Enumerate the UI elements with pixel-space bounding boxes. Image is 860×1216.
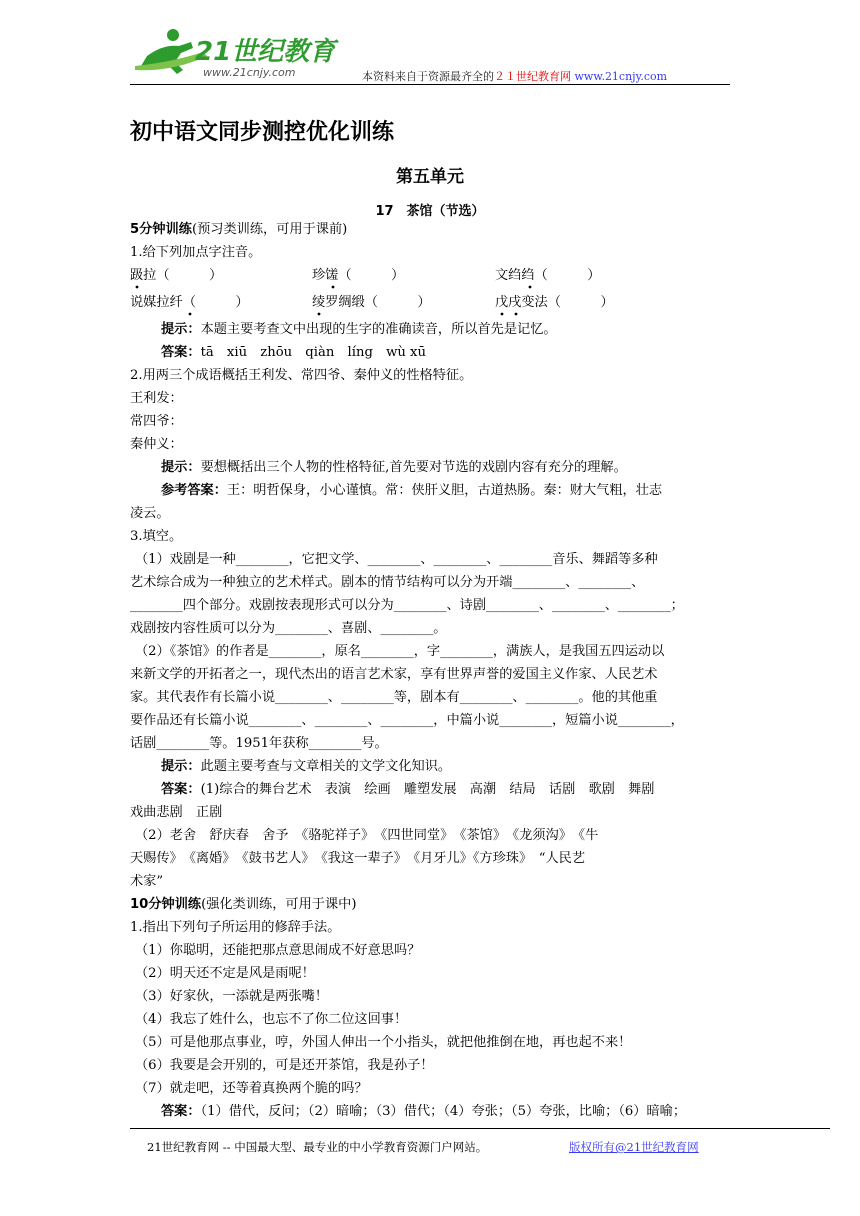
answer-slot: 常四爷： (130, 414, 183, 429)
answer-continued: 术家” (130, 874, 164, 889)
svg-text:21世纪教育: 21世纪教育 (195, 37, 336, 67)
sentence-item: （7）就走吧，还等着真换两个脆的吗？ (135, 1081, 368, 1096)
sentence-item: （3）好家伙，一添就是两张嘴！ (135, 989, 329, 1004)
lesson-title: 17 茶馆（节选） (375, 204, 485, 219)
question: 1.给下列加点字注音。 (130, 245, 262, 260)
site-logo (133, 22, 343, 84)
fill-blank-line: ________四个部分。戏剧按表现形式可以分为________、诗剧________、________、________； (130, 598, 684, 613)
pinyin-item: 戊戌变法（ ） (495, 295, 614, 310)
unit-title: 第五单元 (396, 167, 464, 187)
fill-blank-line: （1）戏剧是一种________，它把文学、________、________、________音乐、舞蹈等多种 (135, 552, 658, 567)
document-title: 初中语文同步测控优化训练 (130, 120, 395, 145)
header-rule (130, 84, 730, 85)
fill-blank-line: 话剧________等。1951年获称________号。 (130, 736, 388, 751)
answer: 答案：(1)综合的舞台艺术 表演 绘画 雕塑发展 高潮 结局 话剧 歌剧 舞剧 (161, 782, 655, 797)
section-heading: 10分钟训练(强化类训练，可用于课中) (130, 897, 357, 912)
fill-blank-line: 家。其代表作有长篇小说________、________等，剧本有________、________。他的其他重 (130, 690, 658, 705)
header-link[interactable]: www.21cnjy.com (574, 70, 668, 83)
answer-continued: 天赐传》 《离婚》 《鼓书艺人》 《我这一辈子》 《月牙儿》《方珍珠》 “人民艺 (130, 851, 586, 866)
footer-text: 21世纪教育网 -- 中国最大型、最专业的中小学教育资源门户网站。 (147, 1140, 488, 1154)
sentence-item: （4）我忘了姓什么，也忘不了你二位这回事！ (135, 1012, 408, 1027)
answer-continued: 凌云。 (130, 506, 170, 521)
copyright-link[interactable]: 版权所有@21世纪教育网 (569, 1140, 699, 1154)
fill-blank-line: 要作品还有长篇小说________、________、________，中篇小说________，短篇小说________， (130, 713, 684, 728)
fill-blank-line: （2）《茶馆》的作者是________，原名________，字________，满族人，是我国五四运动以 (135, 644, 665, 659)
svg-text:www.21cnjy.com: www.21cnjy.com (203, 66, 296, 79)
question: 2.用两三个成语概括王利发、常四爷、秦仲义的性格特征。 (130, 368, 473, 383)
sentence-item: （5）可是他那点事业，哼，外国人伸出一个小指头，就把他推倒在地，再也起不来！ (135, 1035, 632, 1050)
answer: 参考答案：王：明哲保身，小心谨慎。常：侠肝义胆，古道热肠。秦：财大气粗，壮志 (161, 483, 663, 498)
answer-continued: （2）老舍 舒庆春 舍予 《骆驼祥子》 《四世同堂》 《茶馆》 《龙须沟》 《牛 (135, 828, 599, 843)
pinyin-item: 珍馐（ ） (312, 268, 405, 283)
fill-blank-line: 戏剧按内容性质可以分为________、喜剧、________。 (130, 621, 447, 636)
pinyin-item: 绫罗绸缎（ ） (312, 295, 431, 310)
answer-slot: 秦仲义： (130, 437, 183, 452)
pinyin-item: 趿拉（ ） (130, 268, 223, 283)
hint: 提示：要想概括出三个人物的性格特征,首先要对节选的戏剧内容有充分的理解。 (161, 460, 627, 475)
header-brand: ２１世纪教育网 (494, 70, 571, 83)
question: 3.填空。 (130, 529, 183, 544)
pinyin-item: 说媒拉纤（ ） (130, 295, 249, 310)
footer-rule (130, 1128, 830, 1129)
answer-slot: 王利发： (130, 391, 183, 406)
section-heading: 5分钟训练(预习类训练，可用于课前) (130, 222, 348, 237)
header-note: 本资料来自于资源最齐全的２１世纪教育网 www.21cnjy.com (362, 70, 668, 83)
sentence-item: （2）明天还不定是风是雨呢！ (135, 966, 315, 981)
fill-blank-line: 艺术综合成为一种独立的艺术样式。剧本的情节结构可以分为开端________、________、 (130, 575, 645, 590)
fill-blank-line: 来新文学的开拓者之一，现代杰出的语言艺术家，享有世界声誉的爱国主义作家、人民艺术 (130, 667, 658, 682)
hint: 提示：此题主要考查与文章相关的文学文化知识。 (161, 759, 452, 774)
answer: 答案：（1）借代，反问；（2）暗喻；（3）借代；（4）夸张；（5）夸张，比喻；（6）暗喻； (161, 1104, 687, 1119)
answer-continued: 戏曲悲剧 正剧 (130, 805, 223, 820)
sentence-item: （1）你聪明，还能把那点意思闹成不好意思吗？ (135, 943, 421, 958)
hint: 提示：本题主要考查文中出现的生字的准确读音，所以首先是记忆。 (161, 322, 557, 337)
answer: 答案：tā xiū zhōu qiàn líng wù xū (161, 345, 426, 360)
question: 1.指出下列句子所运用的修辞手法。 (130, 920, 341, 935)
sentence-item: （6）我要是会开别的，可是还开茶馆，我是孙子！ (135, 1058, 434, 1073)
pinyin-item: 文绉绉（ ） (495, 268, 601, 283)
